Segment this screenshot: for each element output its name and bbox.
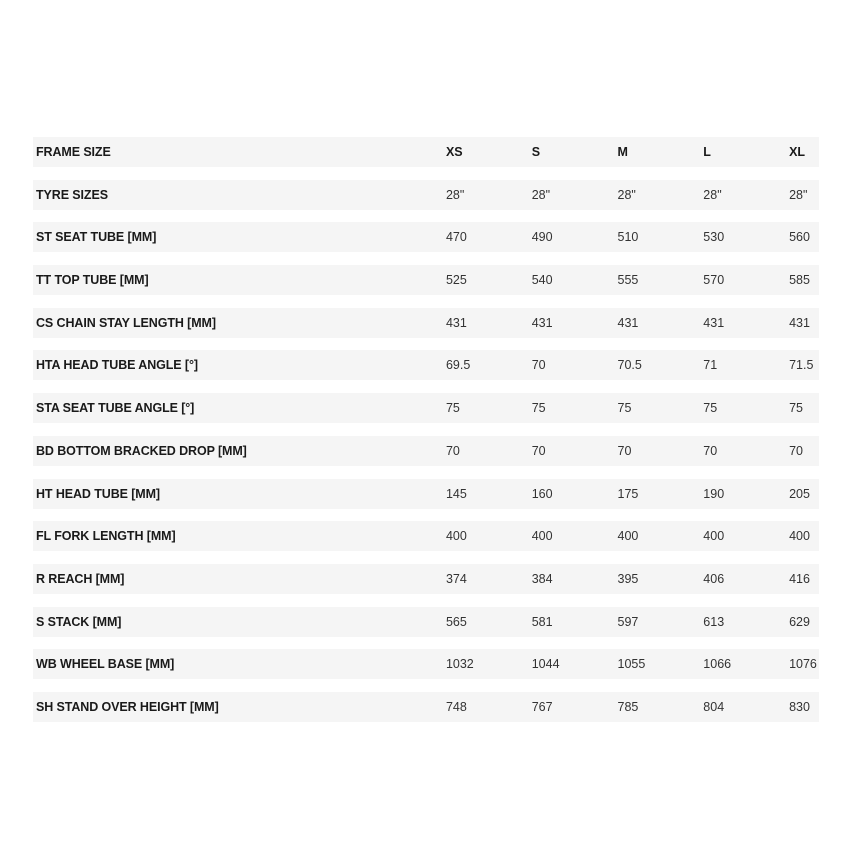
table-row: [33, 180, 819, 210]
row-value: 71.5: [789, 358, 814, 373]
table-row: [33, 393, 819, 423]
row-value: 804: [703, 699, 725, 714]
row-value: 785: [617, 699, 639, 714]
row-value: 767: [531, 699, 553, 714]
row-value: 384: [531, 571, 553, 586]
row-value: 585: [789, 273, 810, 288]
row-value: 1055: [617, 657, 646, 672]
row-value: 70: [531, 358, 546, 373]
row-value: 565: [445, 614, 467, 629]
row-value: 70: [445, 443, 460, 458]
row-value: 530: [703, 230, 725, 245]
row-value: 581: [531, 614, 553, 629]
table-row: [33, 308, 819, 338]
row-value: 560: [789, 230, 810, 245]
row-value: 75: [617, 401, 632, 416]
row-label: ST SEAT TUBE [MM]: [36, 230, 157, 245]
table-row: [33, 222, 819, 252]
table-row: [33, 521, 819, 551]
row-value: 406: [703, 571, 725, 586]
row-label: S STACK [MM]: [36, 614, 122, 629]
table-row: [33, 350, 819, 380]
table-row: [33, 479, 819, 509]
row-value: 75: [445, 401, 460, 416]
row-label: SH STAND OVER HEIGHT [MM]: [36, 699, 219, 714]
row-value: 400: [531, 529, 553, 544]
header-size-m: M: [617, 145, 628, 159]
header-size-s: S: [531, 145, 541, 159]
table-row: [33, 436, 819, 466]
row-value: 145: [445, 486, 467, 501]
row-value: 205: [789, 486, 810, 501]
row-label: STA SEAT TUBE ANGLE [°]: [36, 401, 195, 416]
row-value: 629: [789, 614, 810, 629]
row-value: 395: [617, 571, 639, 586]
row-value: 75: [789, 401, 803, 416]
row-value: 748: [445, 699, 467, 714]
row-label: BD BOTTOM BRACKED DROP [MM]: [36, 443, 247, 458]
row-value: 431: [789, 315, 810, 330]
row-value: 431: [617, 315, 639, 330]
row-value: 75: [531, 401, 546, 416]
row-value: 28": [617, 187, 636, 202]
row-label: CS CHAIN STAY LENGTH [MM]: [36, 315, 216, 330]
table-header-row: [33, 137, 819, 167]
row-value: 1032: [445, 657, 474, 672]
row-value: 400: [703, 529, 725, 544]
header-size-xs: XS: [445, 145, 463, 159]
row-value: 510: [617, 230, 639, 245]
row-value: 75: [703, 401, 718, 416]
row-value: 70: [531, 443, 546, 458]
row-label: FL FORK LENGTH [MM]: [36, 529, 176, 544]
row-value: 190: [703, 486, 725, 501]
row-value: 71: [703, 358, 718, 373]
row-value: 1066: [703, 657, 732, 672]
row-value: 28": [789, 187, 808, 202]
table-body: [33, 180, 819, 722]
row-value: 28": [703, 187, 722, 202]
row-value: 490: [531, 230, 553, 245]
row-value: 160: [531, 486, 553, 501]
header-size-l: L: [703, 145, 711, 159]
geometry-table: [33, 137, 819, 735]
table-row: [33, 265, 819, 295]
row-value: 416: [789, 571, 810, 586]
row-value: 28": [445, 187, 465, 202]
row-value: 1076: [789, 657, 817, 672]
row-label: HT HEAD TUBE [MM]: [36, 486, 160, 501]
row-label: TYRE SIZES: [36, 187, 108, 202]
row-value: 374: [445, 571, 467, 586]
row-label: WB WHEEL BASE [MM]: [36, 657, 175, 672]
table-row: [33, 692, 819, 722]
header-label: FRAME SIZE: [36, 145, 111, 159]
row-value: 70: [703, 443, 718, 458]
row-value: 570: [703, 273, 725, 288]
row-label: TT TOP TUBE [MM]: [36, 273, 149, 288]
row-value: 525: [445, 273, 467, 288]
row-value: 597: [617, 614, 639, 629]
row-value: 400: [617, 529, 639, 544]
table-row: [33, 649, 819, 679]
row-value: 431: [531, 315, 553, 330]
row-value: 70: [789, 443, 803, 458]
row-value: 613: [703, 614, 725, 629]
row-label: R REACH [MM]: [36, 571, 125, 586]
header-size-xl: XL: [789, 145, 806, 159]
row-value: 70.5: [617, 358, 642, 373]
row-value: 70: [617, 443, 632, 458]
row-value: 431: [445, 315, 467, 330]
row-value: 540: [531, 273, 553, 288]
row-value: 28": [531, 187, 551, 202]
table-row: [33, 607, 819, 637]
row-value: 400: [445, 529, 467, 544]
row-label: HTA HEAD TUBE ANGLE [°]: [36, 358, 198, 373]
row-value: 830: [789, 699, 810, 714]
row-value: 400: [789, 529, 810, 544]
row-value: 175: [617, 486, 639, 501]
row-value: 470: [445, 230, 467, 245]
table-row: [33, 564, 819, 594]
row-value: 1044: [531, 657, 560, 672]
row-value: 431: [703, 315, 725, 330]
row-value: 555: [617, 273, 639, 288]
row-value: 69.5: [445, 358, 471, 373]
